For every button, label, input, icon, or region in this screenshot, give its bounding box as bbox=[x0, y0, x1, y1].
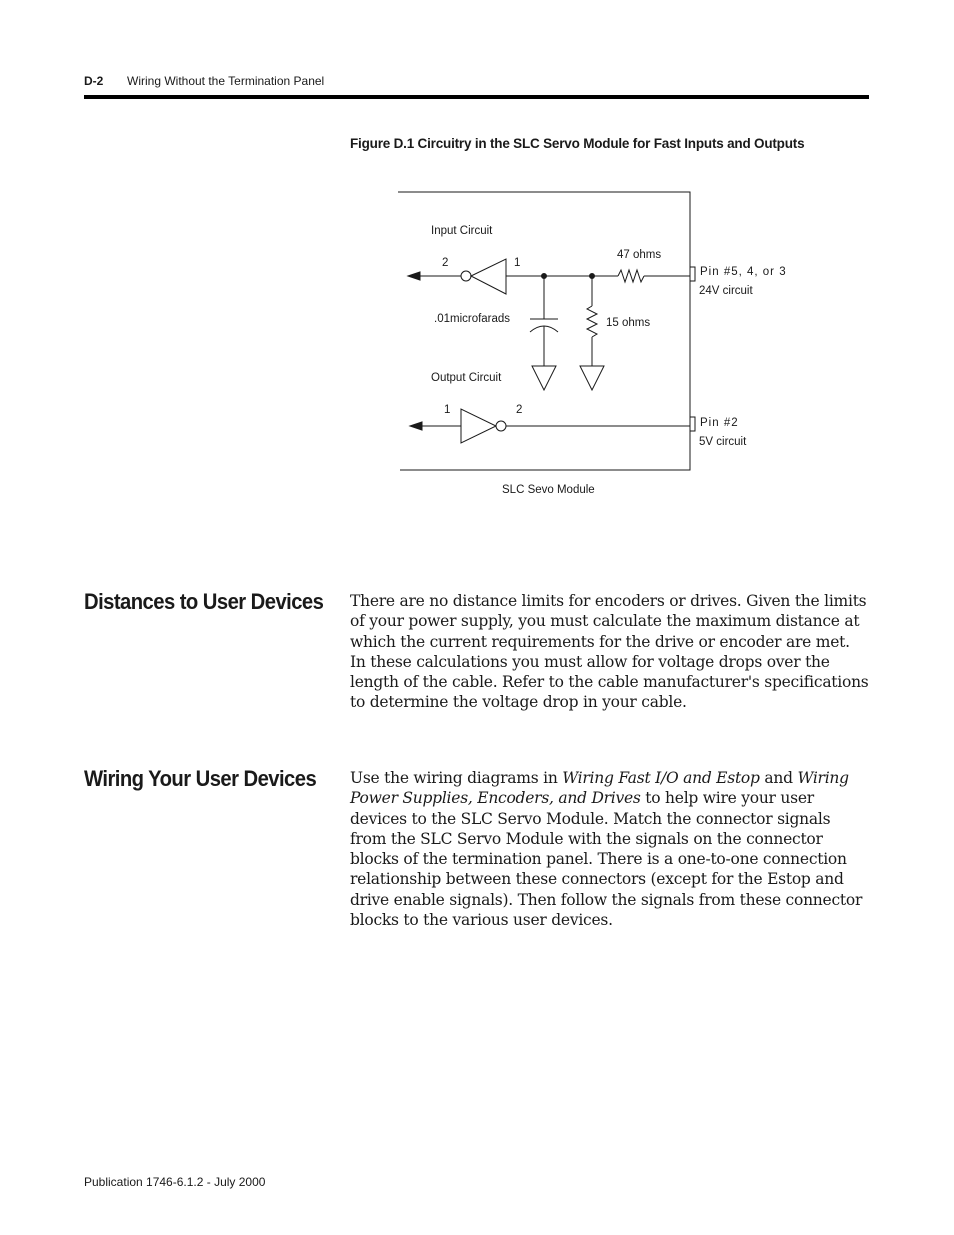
input-inverter-bubble bbox=[461, 271, 471, 281]
pin-input-terminal bbox=[690, 267, 695, 281]
label-module: SLC Sevo Module bbox=[502, 484, 595, 496]
body-text: Use the wiring diagrams in bbox=[350, 769, 563, 787]
resistor-15-ohms bbox=[587, 306, 597, 337]
output-inverter-bubble bbox=[496, 421, 506, 431]
figure-caption: Figure D.1 Circuitry in the SLC Servo Module for Fast Inputs and Outputs bbox=[350, 136, 805, 151]
label-input-pin-1: 1 bbox=[514, 257, 521, 269]
label-output-circuit: Output Circuit bbox=[431, 372, 502, 384]
publication-footer: Publication 1746-6.1.2 - July 2000 bbox=[84, 1175, 266, 1189]
label-resistor-15: 15 ohms bbox=[606, 317, 651, 329]
input-arrowhead bbox=[408, 272, 420, 280]
output-inverter bbox=[461, 409, 496, 443]
label-input-circuit: Input Circuit bbox=[431, 225, 493, 237]
label-output-pin-1: 1 bbox=[444, 404, 451, 416]
label-circuit-5v: 5V circuit bbox=[699, 436, 747, 448]
ground-symbol-capacitor bbox=[532, 366, 556, 390]
section-body-wiring bbox=[350, 768, 870, 930]
header-rule bbox=[84, 95, 869, 99]
page-number: D-2 bbox=[84, 74, 104, 88]
label-output-pin-2: 2 bbox=[516, 404, 523, 416]
label-circuit-24v: 24V circuit bbox=[699, 285, 753, 297]
body-text: to help wire your user devices to the SLC Servo Module. Match the connector signals from the SLC Servo Module with the signals on the connector blocks of the termination panel. There is a one-to-one connection relationship between these connectors (except for the Estop and drive enable signals). Then follow the signals from these connector blocks to the various user devices. bbox=[350, 789, 863, 930]
ground-symbol-resistor bbox=[580, 366, 604, 390]
running-title: Wiring Without the Termination Panel bbox=[127, 74, 325, 88]
output-arrowhead bbox=[410, 422, 422, 430]
reference-wiring-power-supplies: Wiring Power Supplies, Encoders, and Drives bbox=[350, 769, 849, 808]
label-capacitor: .01microfarads bbox=[434, 313, 511, 325]
label-resistor-47: 47 ohms bbox=[617, 249, 662, 261]
label-pin-input: Pin #5, 4, or 3 bbox=[700, 266, 787, 278]
reference-wiring-fast-io: Wiring Fast I/O and Estop bbox=[562, 769, 760, 787]
input-inverter bbox=[471, 259, 506, 294]
circuit-diagram bbox=[380, 180, 800, 510]
body-text: and bbox=[759, 769, 798, 787]
section-heading-wiring: Wiring Your User Devices bbox=[84, 766, 317, 791]
section-body-distances: There are no distance limits for encoders or drives. Given the limits of your power supply, you must calculate the maximum distance at which the current requirements for the drive or encoder are met. In these calculations you must allow for voltage drops over the length of the cable. Refer to the cable manufacturer's specifications to determine the voltage drop in your cable. bbox=[350, 592, 869, 712]
pin-output-terminal bbox=[690, 417, 695, 431]
label-input-pin-2: 2 bbox=[442, 257, 449, 269]
resistor-47-ohms bbox=[618, 270, 644, 282]
label-pin-output: Pin #2 bbox=[700, 417, 739, 429]
section-heading-distances: Distances to User Devices bbox=[84, 589, 324, 614]
